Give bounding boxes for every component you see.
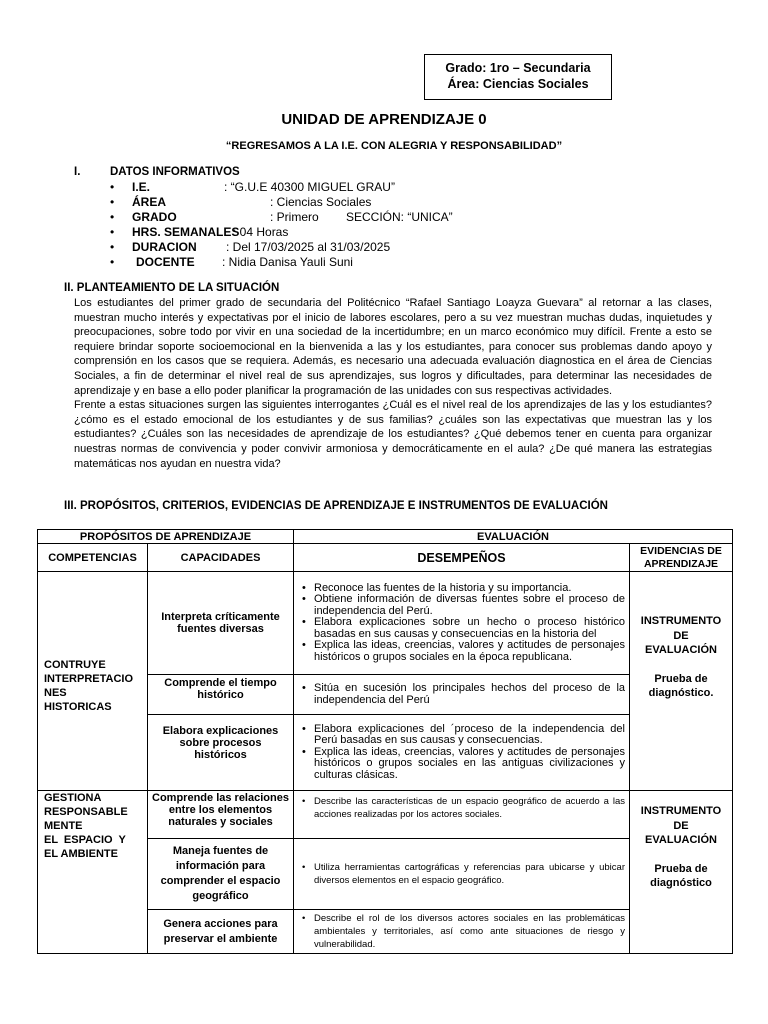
competence-ambiente [38, 791, 148, 954]
performance-item: • Describe el rol de los diversos actores sociales en las problemáticas ambientales y territoriales, así como ante situaciones de riesgo y vulnerabilidad. [302, 912, 625, 951]
situation-text [74, 296, 712, 471]
section-1-heading: DATOS INFORMATIVOS [110, 166, 240, 178]
competence-line: CONTRUYE [44, 659, 106, 671]
table-row [38, 791, 733, 839]
info-value: : Primero [270, 210, 319, 224]
page-title: UNIDAD DE APRENDIZAJE 0 [281, 111, 487, 128]
header-desempenos: DESEMPEÑOS [294, 544, 630, 572]
info-section: SECCIÓN: “UNICA” [346, 210, 453, 224]
header-evaluacion: EVALUACIÓN [294, 530, 733, 544]
competence-line: EL AMBIENTE [44, 848, 118, 860]
performance-item: • Elabora explicaciones del ´proceso de la independencia del Perú basadas en sus causas y consecuencias. [302, 724, 625, 747]
area-label: Área: Ciencias Sociales [447, 77, 589, 91]
performance-cell [294, 791, 630, 839]
competence-line: GESTIONA [44, 792, 102, 804]
performance-cell [294, 715, 630, 791]
grade-area-box [424, 54, 612, 100]
table-header-cols [38, 544, 733, 572]
info-label: HRS. SEMANALES [132, 225, 240, 239]
bullet-icon: • [110, 180, 115, 194]
performance-item: • Obtiene información de diversas fuentes sobre el proceso de independencia del Perú. [302, 594, 625, 617]
competence-line: INTERPRETACIO [44, 673, 134, 685]
evidence-line: Prueba de [654, 862, 708, 875]
info-value: : Del 17/03/2025 al 31/03/2025 [226, 240, 391, 254]
performance-cell [294, 910, 630, 954]
performance-item: • Explica las ideas, creencias, valores y actitudes de personajes históricos o grupos sociales en las antiguas civilizaciones y culturas clásicas. [302, 747, 625, 782]
evaluation-table [37, 529, 733, 954]
evidence-line: Prueba de [654, 672, 708, 685]
header-capacidades: CAPACIDADES [148, 544, 294, 572]
capacity-cell: Interpreta críticamente fuentes diversas [148, 572, 294, 675]
situation-paragraph-1: Los estudiantes del primer grado de secundaria del Politécnico “Rafael Santiago Loayza Guevara” al retornar a las clases, muestran mucho interés y expectativas por el inicio de labores escolares, pero a su vez muestran muchas dudas, inquietudes y preocupaciones, sobre todo por vivir en una sociedad de la incertidumbre; en un marco económico muy difícil. Frente a esto se requiere brindar soporte socioemocional en la bienvenida a las y los estudiantes, para conocer sus problemas dando apoyo y comprensión en los casos que se requiera. Además, es necesario una adecuada evaluación diagnostica en el área de Ciencias Sociales, a fin de determinar el nivel real de sus aprendizajes, sus logros y dificultades, para determinar las necesidades de aprendizaje y en base a ello poder planificar la programación de las unidades con sus respectivas actividades. [74, 297, 712, 397]
evidence-cell [630, 572, 733, 791]
performance-item: • Explica las ideas, creencias, valores y actitudes de personajes históricos o grupos sociales en la época republicana. [302, 640, 625, 663]
capacity-cell: Comprende las relaciones entre los elementos naturales y sociales [148, 791, 294, 839]
competence-line: HISTORICAS [44, 701, 112, 713]
evidence-line: INSTRUMENTO [640, 615, 722, 627]
evidence-line: DE [673, 629, 689, 642]
header-evidencias: EVIDENCIAS DE APRENDIZAJE [630, 544, 733, 572]
info-label: ÁREA [132, 195, 167, 209]
evidence-cell [630, 791, 733, 954]
info-label: GRADO [132, 210, 177, 224]
table-header-top [38, 530, 733, 544]
info-value: : Ciencias Sociales [270, 195, 372, 209]
bullet-icon: • [110, 210, 115, 224]
evidence-line: EVALUACIÓN [645, 644, 717, 656]
bullet-icon: • [110, 225, 115, 239]
competence-historicas [38, 572, 148, 791]
capacity-cell: Elabora explicaciones sobre procesos históricos [148, 715, 294, 791]
performance-item: • Reconoce las fuentes de la historia y su importancia. [302, 583, 625, 595]
performance-item: • Elabora explicaciones sobre un hecho o proceso histórico basadas en sus causas y consecuencias en la historia del [302, 617, 625, 640]
performance-cell [294, 839, 630, 910]
evidence-line: DE [673, 819, 689, 832]
performance-cell [294, 572, 630, 675]
info-value: : “G.U.E 40300 MIGUEL GRAU” [224, 180, 395, 194]
page-subtitle: “REGRESAMOS A LA I.E. CON ALEGRIA Y RESPONSABILIDAD” [225, 140, 563, 152]
bullet-icon: • [110, 255, 115, 269]
table-row [38, 572, 733, 675]
performance-item: • Sitúa en sucesión los principales hechos del proceso de la independencia del Perú [302, 683, 625, 706]
evidence-line: INSTRUMENTO [640, 805, 722, 817]
grade-label: Grado: 1ro – Secundaria [445, 61, 591, 75]
info-value: : 04 Horas [233, 225, 289, 239]
performance-cell [294, 675, 630, 715]
bullet-icon: • [110, 195, 115, 209]
info-value: : Nidia Danisa Yauli Suni [222, 255, 353, 269]
capacity-cell: Maneja fuentes de información para comprender el espacio geográfico [148, 839, 294, 910]
performance-item: • Describe las características de un espacio geográfico de acuerdo a las acciones realizadas por los actores sociales. [302, 795, 625, 821]
section-1-number: I. [74, 166, 81, 178]
evidence-line: diagnóstico [650, 877, 712, 889]
capacity-cell: Genera acciones para preservar el ambiente [148, 910, 294, 954]
header-propositos: PROPÓSITOS DE APRENDIZAJE [38, 530, 294, 544]
performance-item: • Utiliza herramientas cartográficas y referencias para ubicarse y ubicar diversos elementos en el espacio geográfico. [302, 861, 625, 887]
info-label: I.E. [132, 180, 151, 194]
bullet-icon: • [110, 240, 115, 254]
competence-line: EL ESPACIO Y [44, 834, 126, 846]
header-competencias: COMPETENCIAS [38, 544, 148, 572]
capacity-cell: Comprende el tiempo histórico [148, 675, 294, 715]
competence-line: RESPONSABLE [44, 806, 128, 818]
info-label: DOCENTE [136, 255, 195, 269]
info-label: DURACION [132, 240, 197, 254]
competence-line: MENTE [44, 820, 83, 832]
section-2-heading: II. PLANTEAMIENTO DE LA SITUACIÓN [64, 282, 280, 294]
evidence-line: diagnóstico. [648, 687, 714, 699]
competence-line: NES [44, 687, 67, 699]
section-3-heading: III. PROPÓSITOS, CRITERIOS, EVIDENCIAS DE APRENDIZAJE E INSTRUMENTOS DE EVALUACIÓN [64, 500, 608, 512]
situation-paragraph-2: Frente a estas situaciones surgen las siguientes interrogantes ¿Cuál es el nivel real de los aprendizajes de las y los estudiantes? ¿cómo es el estado emocional de los estudiantes y de sus familias? ¿cuáles son las expectativas que muestran las y los estudiantes? ¿Cuáles son las necesidades de aprendizaje de los estudiantes? ¿Qué debemos tener en cuenta para organizar nuestras normas de convivencia y poder convivir armoniosa y democráticamente en el aula? ¿De qué manera las estrategias matemáticas nos ayudan en nuestra vida? [74, 399, 712, 470]
evidence-line: EVALUACIÓN [645, 834, 717, 846]
